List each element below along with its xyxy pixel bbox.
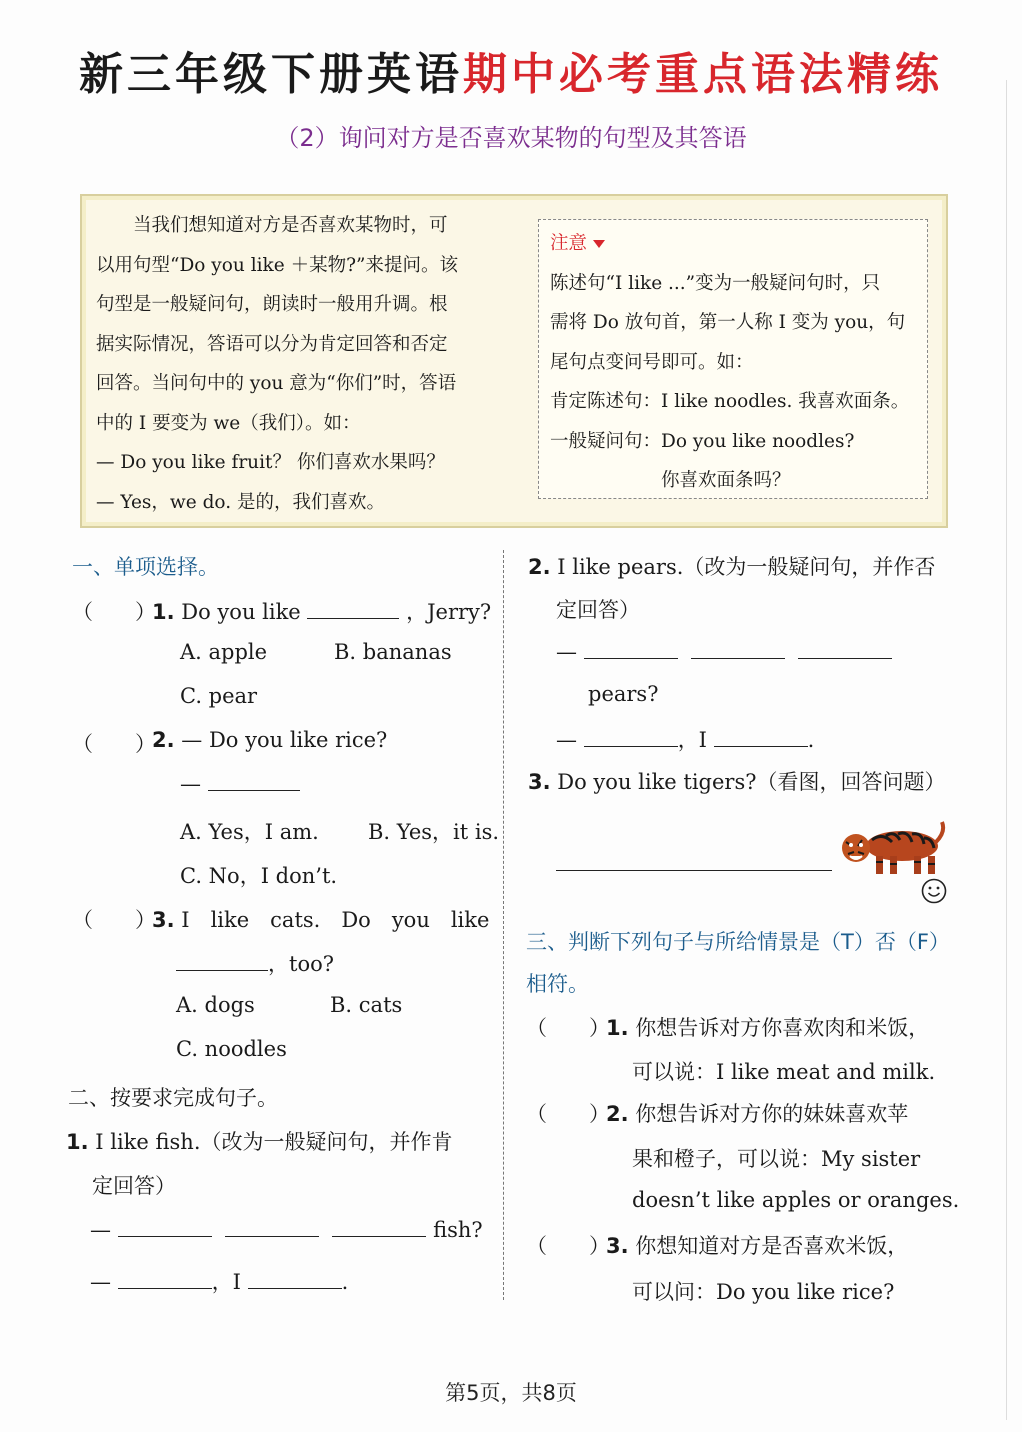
s2-q1-blank[interactable] bbox=[332, 1218, 426, 1237]
s1-q3-text: I like cats. Do you like bbox=[181, 908, 490, 932]
page-title bbox=[0, 38, 1022, 102]
s1-q1-blank[interactable] bbox=[307, 600, 399, 619]
s2-q2-answer-line1 bbox=[556, 640, 892, 664]
s1-q3-line2 bbox=[176, 948, 334, 978]
s2-q2-blank[interactable] bbox=[584, 640, 678, 659]
s2-q2-blank[interactable] bbox=[584, 728, 678, 747]
s2-q1-dash2: — bbox=[90, 1270, 111, 1294]
s2-q2-dash2: — bbox=[556, 728, 577, 752]
s3-q3-text: 你想知道对方是否喜欢米饭， bbox=[635, 1234, 909, 1258]
tiger-picture bbox=[836, 818, 948, 878]
s2-q1-blank[interactable] bbox=[118, 1218, 212, 1237]
s1-q3-option-c[interactable]: C. noodles bbox=[176, 1037, 287, 1061]
s2-q1-text2: 定回答） bbox=[92, 1174, 176, 1198]
s3-q1-text: 你想告诉对方你喜欢肉和米饭， bbox=[635, 1016, 930, 1040]
s2-q2-blank[interactable] bbox=[691, 640, 785, 659]
s3-q1-line2: 可以说：I like meat and milk. bbox=[632, 1060, 936, 1084]
s2-q1-comma-i: ，I bbox=[211, 1270, 241, 1294]
s2-q2-text: I like pears.（改为一般疑问句，并作否 bbox=[557, 555, 936, 579]
note-line: 你喜欢面条吗？ bbox=[550, 470, 791, 491]
note-line: 陈述句“I like ...”变为一般疑问句时，只 bbox=[550, 272, 881, 294]
s1-q2-blank[interactable] bbox=[208, 772, 300, 791]
s3-q1-number: 1. bbox=[606, 1016, 629, 1040]
s2-q1-answer-line2 bbox=[90, 1266, 348, 1296]
s1-q2-paren[interactable]: （ ） bbox=[72, 732, 156, 756]
s2-q2-text2: 定回答） bbox=[556, 598, 640, 622]
s2-q2-stem bbox=[528, 551, 935, 581]
s2-q1-text: I like fish.（改为一般疑问句，并作肯 bbox=[95, 1130, 453, 1154]
section1-heading: 一、单项选择。 bbox=[72, 555, 219, 579]
intro-line: 句型是一般疑问句，朗读时一般用升调。根 bbox=[96, 294, 448, 315]
note-line: 一般疑问句：Do you like noodles? bbox=[550, 430, 855, 452]
s1-q1-stem bbox=[152, 596, 491, 626]
note-title: 注意 bbox=[550, 233, 588, 254]
s1-q3-text-end: ，too? bbox=[268, 952, 334, 976]
s2-q1-blank[interactable] bbox=[225, 1218, 319, 1237]
s1-q1-option-c[interactable]: C. pear bbox=[180, 684, 258, 708]
s1-q1-paren[interactable]: （ ） bbox=[72, 600, 156, 624]
note-heading bbox=[550, 224, 922, 264]
s1-q3-option-b[interactable]: B. cats bbox=[330, 993, 403, 1017]
section3-heading: 三、判断下列句子与所给情景是（T）否（F） bbox=[526, 930, 950, 954]
s2-q1-dash: — bbox=[90, 1218, 111, 1242]
page-edge-line bbox=[1006, 80, 1007, 1420]
s1-q2-option-c[interactable]: C. No，I don’t. bbox=[180, 864, 338, 888]
s1-q3-paren[interactable]: （ ） bbox=[72, 908, 156, 932]
triangle-down-icon bbox=[593, 240, 605, 248]
s2-q1-answer-line1 bbox=[90, 1218, 483, 1242]
s2-q3-answer-blank[interactable] bbox=[556, 870, 832, 871]
page-number: 第5页，共8页 bbox=[445, 1381, 577, 1405]
title-black-part: 新三年级下册英语 bbox=[79, 49, 463, 100]
s3-q2-number: 2. bbox=[606, 1102, 629, 1126]
s1-q1-text-end: ，Jerry? bbox=[406, 600, 492, 624]
s1-q2-text: — Do you like rice? bbox=[181, 728, 388, 752]
s1-q2-option-b[interactable]: B. Yes，it is. bbox=[368, 820, 500, 844]
intro-line: 中的 I 要变为 we（我们）。如： bbox=[96, 412, 361, 434]
s2-q2-blank[interactable] bbox=[798, 640, 892, 659]
s1-q1-text: Do you like bbox=[181, 600, 301, 624]
s2-q1-stem bbox=[66, 1126, 453, 1156]
intro-example-question: — Do you like fruit？ 你们喜欢水果吗？ bbox=[96, 452, 445, 473]
s3-q2-text: 你想告诉对方你的妹妹喜欢苹 bbox=[635, 1102, 909, 1126]
s1-q1-option-a[interactable]: A. apple bbox=[180, 640, 268, 664]
s1-q1-option-b[interactable]: B. bananas bbox=[334, 640, 452, 664]
intro-line: 当我们想知道对方是否喜欢某物时，可 bbox=[96, 215, 448, 236]
s2-q2-dash: — bbox=[556, 640, 577, 664]
note-line: 尾句点变问号即可。如： bbox=[550, 351, 754, 373]
s1-q2-dash: — bbox=[180, 772, 201, 796]
s1-q3-blank[interactable] bbox=[176, 952, 268, 971]
s3-q2-line2: 果和橙子，可以说：My sister bbox=[632, 1147, 921, 1171]
intro-text bbox=[96, 206, 496, 522]
s1-q2-stem bbox=[152, 728, 387, 752]
s2-q1-period: . bbox=[341, 1270, 349, 1294]
s2-q1-blank[interactable] bbox=[248, 1270, 342, 1289]
s2-q3-stem bbox=[528, 766, 946, 796]
section3-heading-cont: 相符。 bbox=[526, 972, 589, 996]
smiley-icon bbox=[921, 878, 947, 904]
s2-q1-blank[interactable] bbox=[118, 1270, 212, 1289]
s2-q2-end: pears? bbox=[588, 682, 659, 706]
intro-line: 回答。当问句中的 you 意为“你们”时，答语 bbox=[96, 373, 457, 394]
section2-heading: 二、按要求完成句子。 bbox=[68, 1086, 278, 1110]
s3-q2-line3: doesn’t like apples or oranges. bbox=[632, 1188, 960, 1212]
s1-q2-number: 2. bbox=[152, 728, 175, 752]
s3-q3-line1 bbox=[606, 1230, 908, 1260]
s3-q1-line1 bbox=[606, 1012, 929, 1042]
s2-q1-end: fish? bbox=[433, 1218, 483, 1242]
s1-q2-option-a[interactable]: A. Yes，I am. bbox=[180, 820, 319, 844]
note-line: 肯定陈述句：I like noodles. 我喜欢面条。 bbox=[550, 391, 910, 412]
s1-q3-stem bbox=[152, 904, 489, 934]
s3-q3-line2: 可以问：Do you like rice? bbox=[632, 1280, 895, 1304]
s2-q1-number: 1. bbox=[66, 1130, 89, 1154]
s2-q2-period: . bbox=[807, 728, 815, 752]
s3-q3-number: 3. bbox=[606, 1234, 629, 1258]
intro-line: 以用句型“Do you like ＋某物?”来提问。该 bbox=[96, 254, 458, 276]
s1-q1-number: 1. bbox=[152, 600, 175, 624]
s3-q2-paren[interactable]: （ ） bbox=[526, 1102, 610, 1126]
note-line: 需将 Do 放句首，第一人称 I 变为 you，句 bbox=[550, 312, 906, 333]
s1-q3-option-a[interactable]: A. dogs bbox=[176, 993, 255, 1017]
s2-q2-comma-i: ，I bbox=[677, 728, 707, 752]
page-subtitle: （2）询问对方是否喜欢某物的句型及其答语 bbox=[275, 124, 747, 152]
column-divider bbox=[503, 550, 504, 1300]
s2-q2-number: 2. bbox=[528, 555, 551, 579]
intro-example-answer: — Yes，we do. 是的，我们喜欢。 bbox=[96, 491, 386, 513]
title-red-part: 期中必考重点语法精练 bbox=[463, 49, 943, 100]
s3-q1-paren[interactable]: （ ） bbox=[526, 1016, 610, 1040]
s3-q2-line1 bbox=[606, 1098, 908, 1128]
s1-q3-number: 3. bbox=[152, 908, 175, 932]
s2-q3-text: Do you like tigers?（看图，回答问题） bbox=[557, 770, 946, 794]
note-text bbox=[550, 224, 922, 501]
intro-line: 据实际情况，答语可以分为肯定回答和否定 bbox=[96, 333, 448, 355]
s2-q2-answer-line2 bbox=[556, 724, 814, 754]
s2-q2-blank[interactable] bbox=[714, 728, 808, 747]
s1-q2-answer bbox=[180, 772, 300, 796]
s2-q3-number: 3. bbox=[528, 770, 551, 794]
s3-q3-paren[interactable]: （ ） bbox=[526, 1234, 610, 1258]
